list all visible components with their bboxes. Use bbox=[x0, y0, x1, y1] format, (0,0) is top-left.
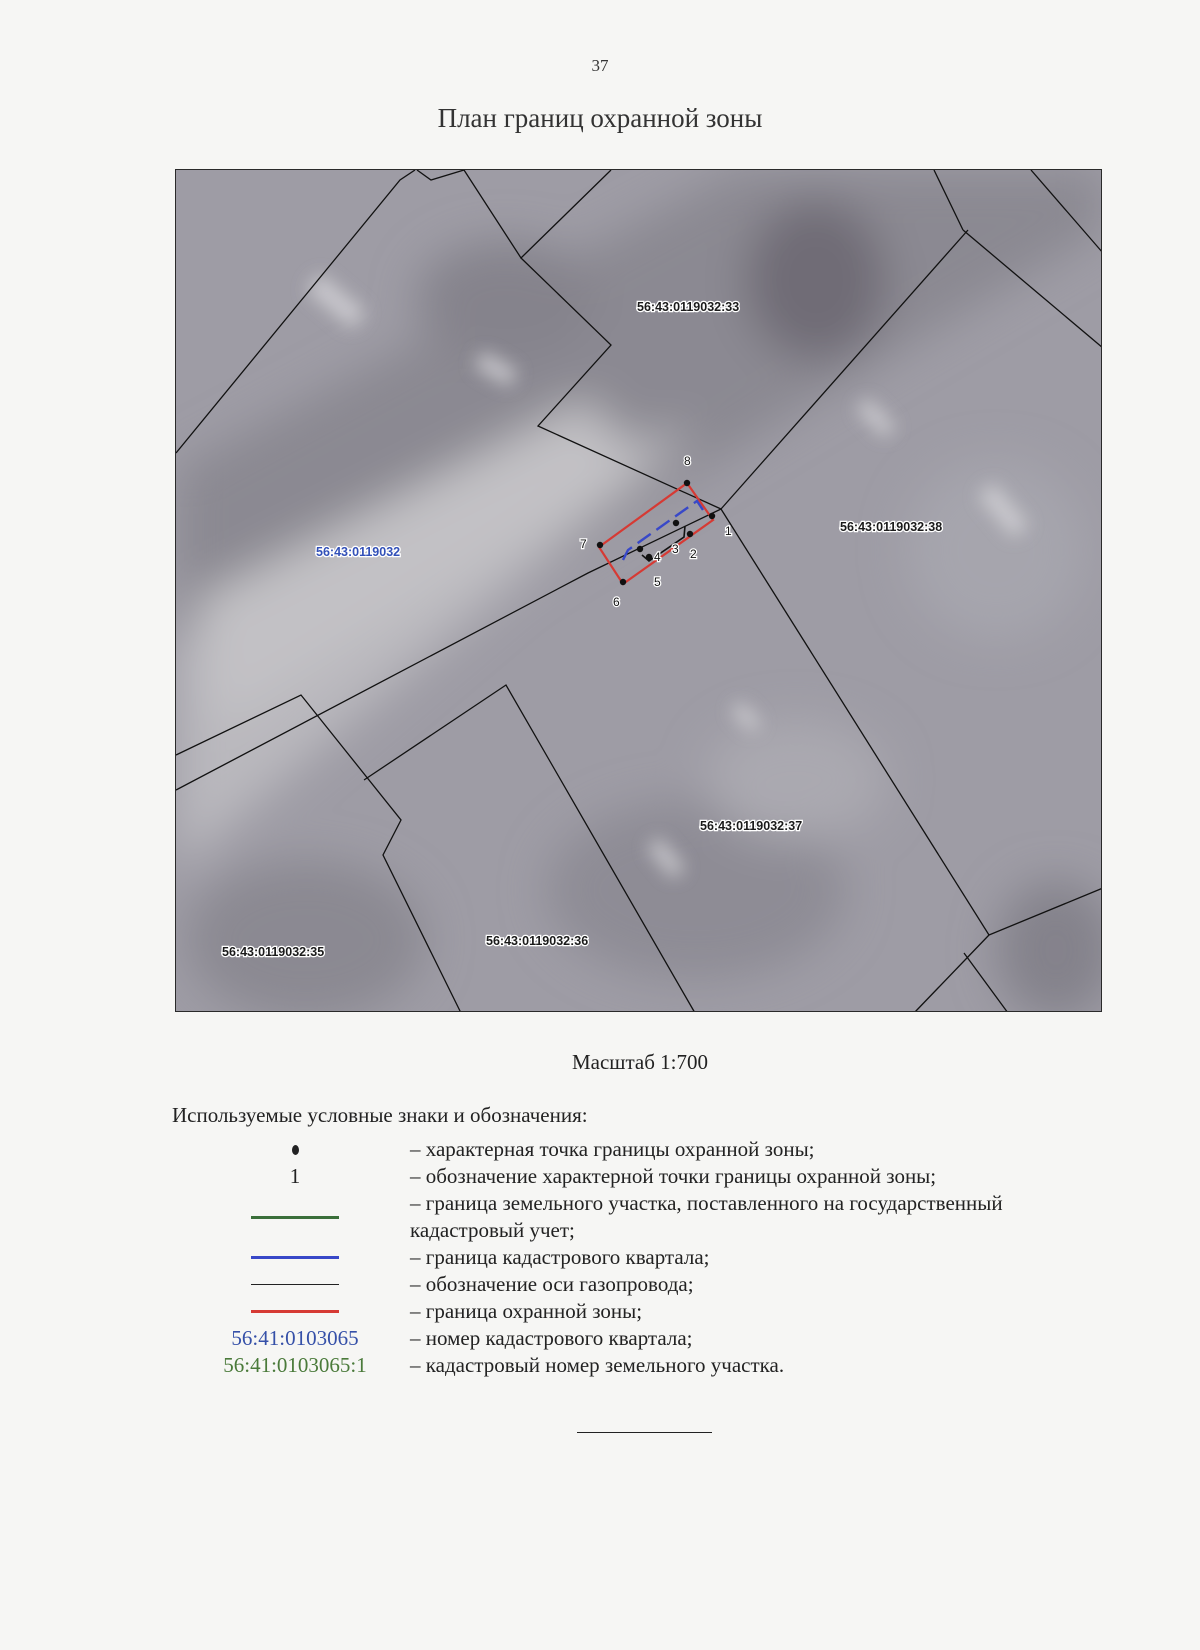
point-label-1: 1 bbox=[725, 524, 732, 538]
legend-row-point bbox=[180, 1136, 1180, 1163]
legend-text: – обозначение характерной точки границы охранной зоны; bbox=[410, 1164, 937, 1188]
legend-symbol-text: 1 bbox=[289, 1164, 301, 1188]
legend-heading: Используемые условные знаки и обозначения: bbox=[172, 1103, 588, 1127]
point-label-7: 7 bbox=[580, 537, 587, 551]
point-marker-7 bbox=[597, 542, 603, 548]
legend-text: – граница охранной зоны; bbox=[410, 1299, 643, 1323]
point-label-2: 2 bbox=[690, 547, 697, 561]
legend-row-quarter-boundary bbox=[180, 1244, 1180, 1271]
parcel-label-36: 56:43:0119032:36 bbox=[486, 934, 589, 948]
point-label-4: 4 bbox=[654, 550, 661, 564]
point-label-8: 8 bbox=[684, 454, 691, 468]
point-label-6: 6 bbox=[613, 595, 620, 609]
legend bbox=[180, 1136, 1180, 1379]
legend-row-zone-boundary bbox=[180, 1298, 1180, 1325]
green-line-icon bbox=[251, 1216, 339, 1219]
black-line-icon bbox=[251, 1284, 339, 1285]
satellite-imagery bbox=[176, 170, 1102, 1012]
legend-text: – граница кадастрового квартала; bbox=[410, 1245, 710, 1269]
parcel-label-33: 56:43:0119032:33 bbox=[637, 300, 740, 314]
point-label-3: 3 bbox=[672, 542, 679, 556]
point-marker-5 bbox=[646, 554, 652, 560]
legend-text: – обозначение оси газопровода; bbox=[410, 1272, 694, 1296]
parcel-label-38: 56:43:0119032:38 bbox=[840, 520, 943, 534]
legend-row-point-label bbox=[180, 1163, 1180, 1190]
point-symbol-icon bbox=[292, 1145, 299, 1155]
point-marker-1 bbox=[709, 513, 715, 519]
legend-text: – характерная точка границы охранной зоны; bbox=[410, 1137, 815, 1161]
page-number: 37 bbox=[591, 56, 609, 75]
legend-row-parcel-boundary bbox=[180, 1190, 1180, 1244]
legend-symbol-text: 56:41:0103065:1 bbox=[223, 1353, 367, 1377]
red-line-icon bbox=[251, 1310, 339, 1313]
legend-row-pipeline-axis bbox=[180, 1271, 1180, 1298]
legend-row-quarter-number bbox=[180, 1325, 1180, 1352]
quarter-label: 56:43:0119032 bbox=[316, 545, 401, 559]
parcel-label-35: 56:43:0119032:35 bbox=[222, 945, 325, 959]
plan-title: План границ охранной зоны bbox=[437, 103, 763, 133]
point-marker-3 bbox=[673, 520, 679, 526]
point-label-5: 5 bbox=[654, 575, 661, 589]
parcel-label-37: 56:43:0119032:37 bbox=[700, 819, 803, 833]
map-scale: Масштаб 1:700 bbox=[571, 1050, 708, 1074]
legend-row-parcel-number bbox=[180, 1352, 1180, 1379]
blue-line-icon bbox=[251, 1256, 339, 1259]
legend-text: – граница земельного участка, поставленного на государственный кадастровый учет; bbox=[410, 1191, 1003, 1242]
point-marker-6 bbox=[620, 579, 626, 585]
legend-symbol-text: 56:41:0103065 bbox=[231, 1326, 359, 1350]
map-canvas[interactable] bbox=[176, 170, 1102, 1012]
point-marker-2 bbox=[687, 531, 693, 537]
end-divider bbox=[577, 1432, 712, 1433]
point-marker-8 bbox=[684, 480, 690, 486]
legend-text: – кадастровый номер земельного участка. bbox=[410, 1353, 785, 1377]
point-marker-4 bbox=[637, 546, 643, 552]
legend-text: – номер кадастрового квартала; bbox=[410, 1326, 693, 1350]
map-frame[interactable] bbox=[175, 169, 1102, 1012]
